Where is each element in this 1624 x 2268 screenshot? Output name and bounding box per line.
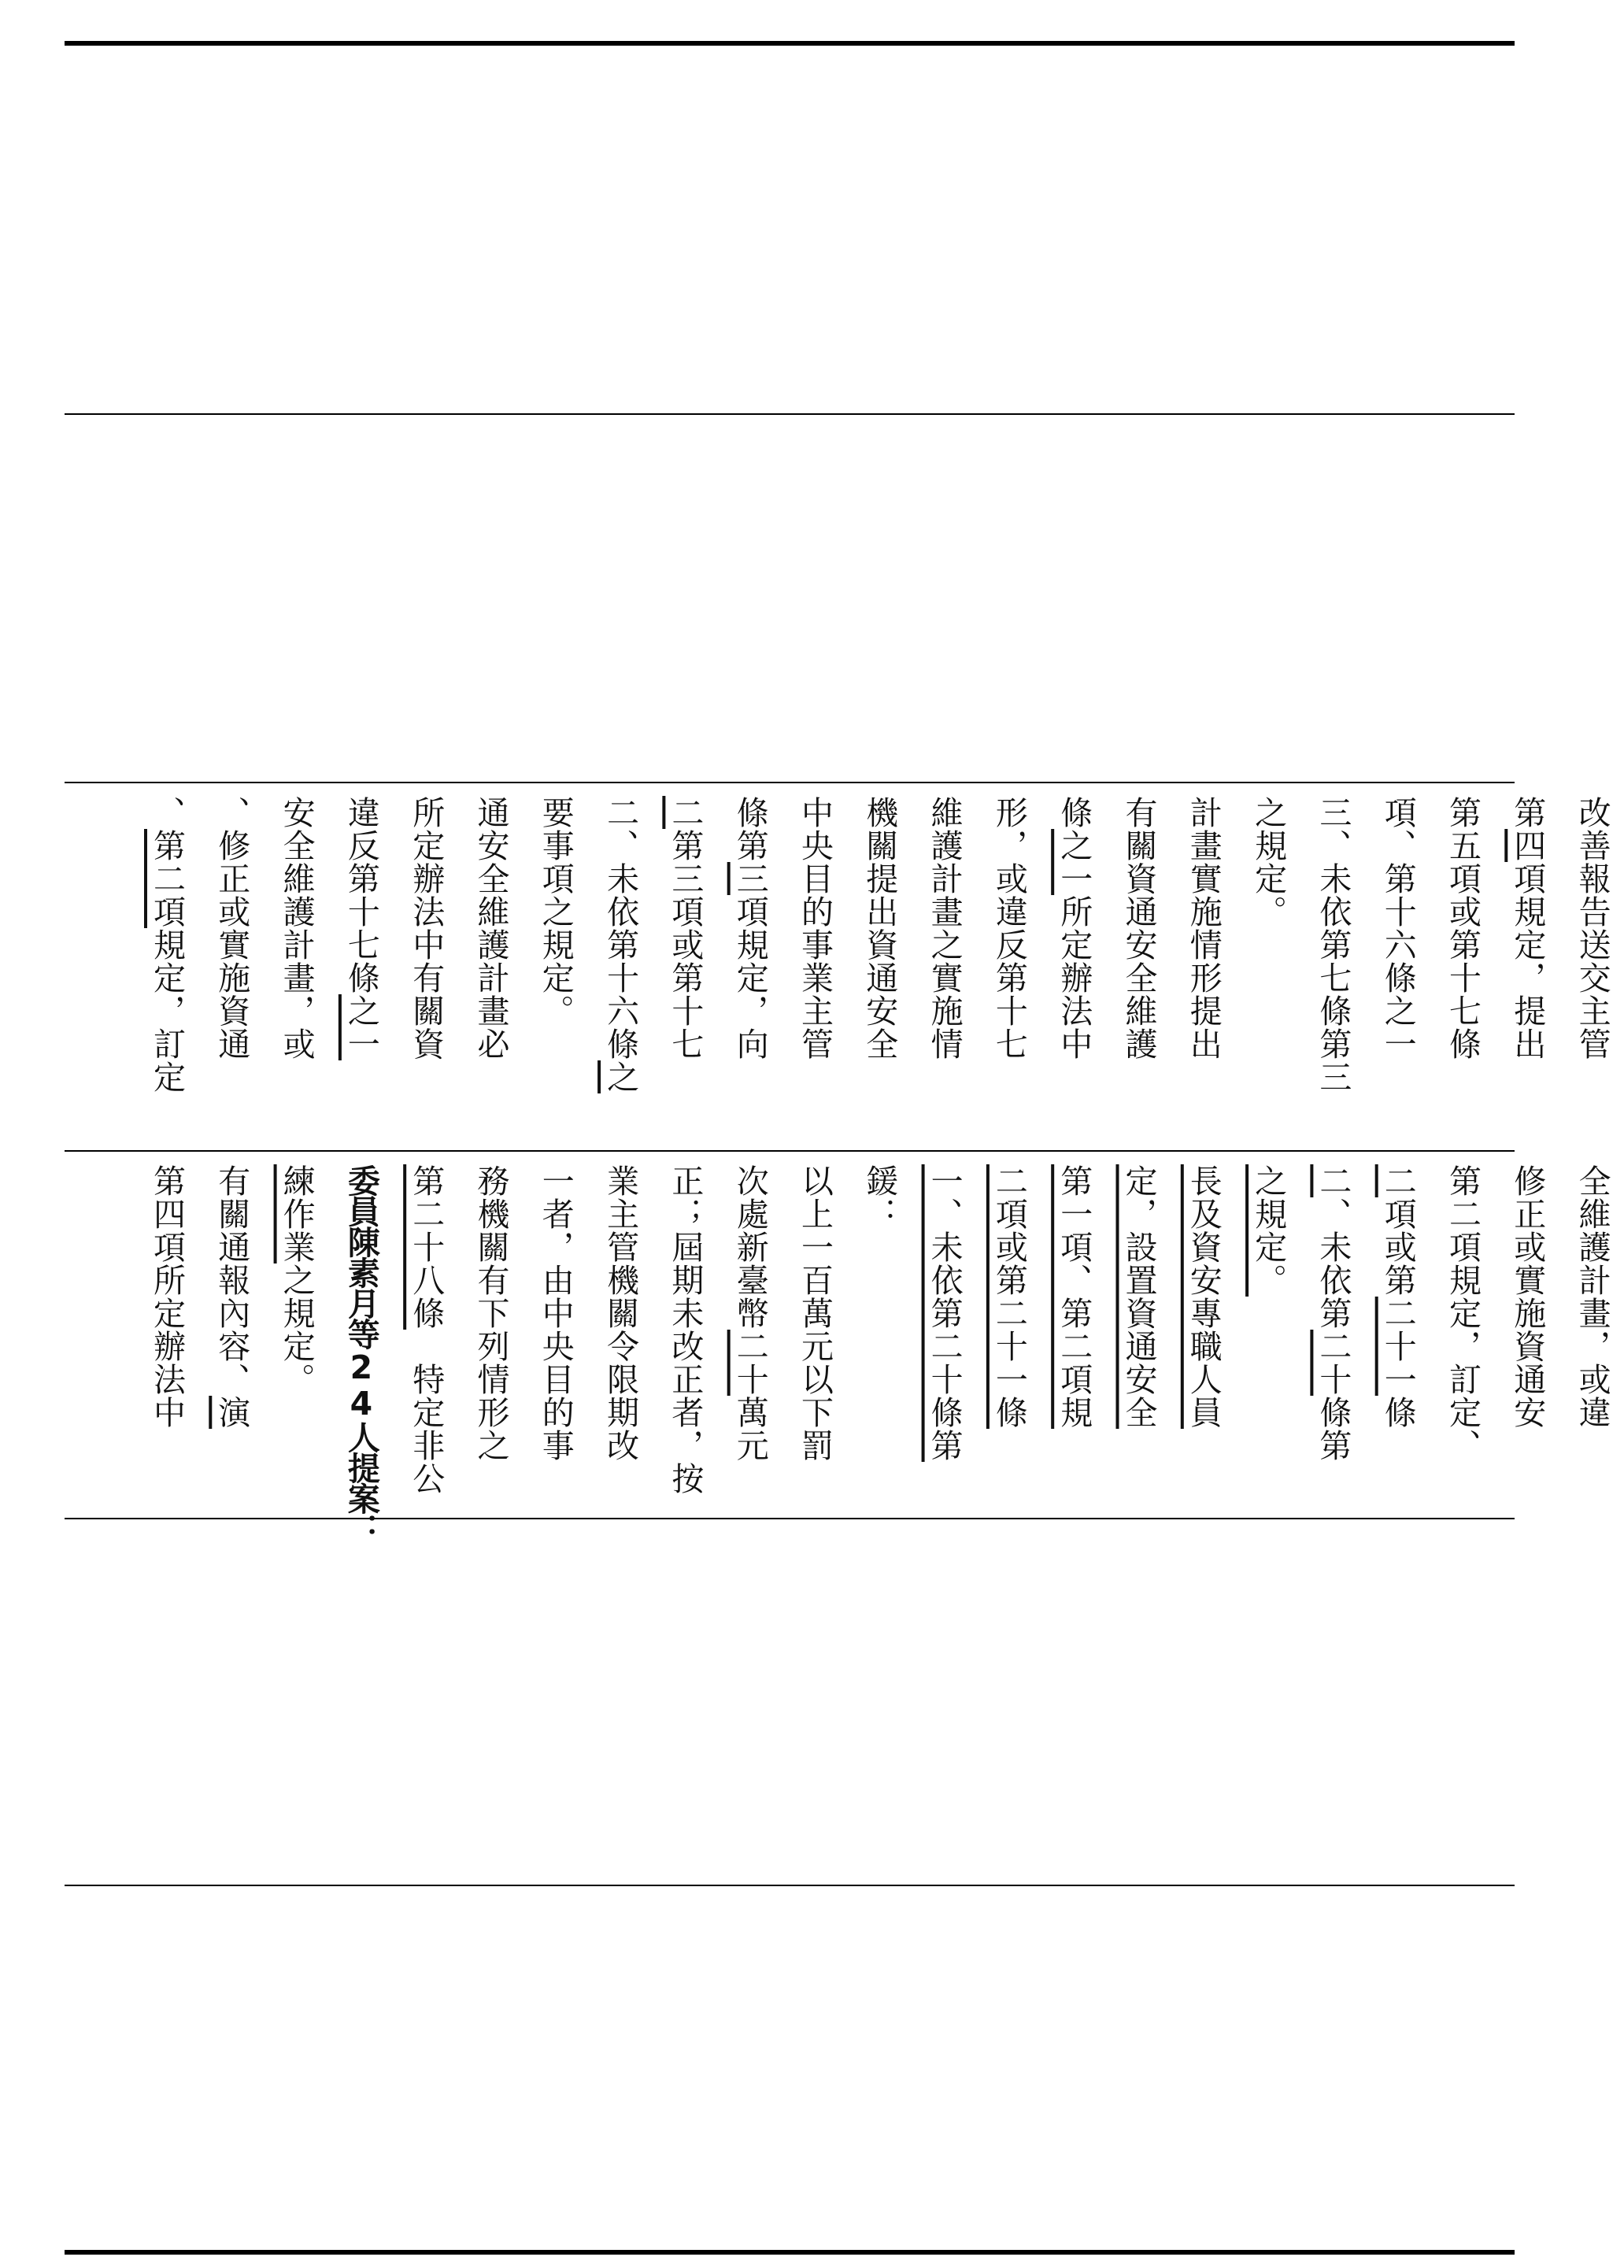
- text-segment: 三: [731, 862, 769, 895]
- amendment-text-column-left: [65, 1153, 1611, 1544]
- text-line: [719, 796, 782, 1060]
- text-line: [1172, 1164, 1235, 1429]
- text-segment: 條第: [1314, 1396, 1352, 1462]
- text-line: [265, 796, 328, 1060]
- text-line: [460, 796, 523, 1060]
- text-segment: 二: [1378, 1164, 1417, 1197]
- text-segment: 、未依第: [1314, 1197, 1352, 1330]
- top-border-rule: [65, 41, 1515, 46]
- section-divider-5: [65, 1885, 1515, 1886]
- text-line: [1431, 796, 1494, 1060]
- text-line: [1561, 1164, 1624, 1429]
- text-segment: 、: [148, 796, 186, 829]
- text-segment: 業主管機關令限期改: [601, 1164, 640, 1462]
- section-divider-2: [65, 782, 1515, 783]
- text-segment: 之規定。: [277, 1263, 316, 1396]
- bottom-border-rule: [65, 2250, 1515, 2255]
- text-segment: 安全維護計畫，或: [277, 796, 316, 1060]
- text-line: [1301, 796, 1364, 1093]
- text-line: [1237, 796, 1300, 928]
- text-segment: 違反第十七條: [342, 796, 380, 994]
- text-line: [978, 796, 1041, 1060]
- text-segment: 規定，訂定: [148, 928, 186, 1093]
- text-segment: 通安全維護計畫必: [472, 796, 510, 1060]
- text-segment: 項規定，向: [731, 895, 769, 1060]
- text-line: [1237, 1164, 1300, 1297]
- text-line: [913, 796, 976, 1060]
- text-segment: 演: [213, 1396, 251, 1429]
- text-line: [1496, 796, 1559, 1060]
- text-segment: 之一: [1055, 829, 1093, 895]
- text-segment: 所定辦法中: [1055, 895, 1093, 1060]
- text-line: [1561, 796, 1624, 1060]
- text-line: [330, 796, 393, 1060]
- text-segment: 委員陳素月等24人提案：: [342, 1164, 380, 1544]
- text-line: [200, 1164, 263, 1429]
- text-line: [848, 796, 911, 1060]
- text-line: [1301, 1164, 1364, 1462]
- text-segment: 、修正或實施資通: [213, 796, 251, 1060]
- text-segment: 練作業: [277, 1164, 316, 1263]
- text-line: [135, 796, 198, 1093]
- text-line: [848, 1164, 911, 1230]
- text-segment: 項或第: [1378, 1197, 1417, 1297]
- section-divider-4: [65, 1518, 1515, 1519]
- text-line: [653, 796, 716, 1060]
- text-line: [783, 1164, 846, 1462]
- text-segment: 鍰：: [860, 1164, 899, 1230]
- text-segment: 項、第十六條之一: [1378, 796, 1417, 1060]
- text-line: [1042, 796, 1105, 1060]
- text-line: [1108, 796, 1171, 1060]
- text-line: [524, 796, 587, 1027]
- text-line: [653, 1164, 716, 1495]
- text-line: [394, 796, 457, 1060]
- text-segment: 計畫實施情形提出: [1184, 796, 1223, 1060]
- amendment-text-column-right: [65, 785, 1611, 1149]
- text-segment: 二十: [731, 1330, 769, 1396]
- text-segment: 第一項、第二項規: [1055, 1164, 1093, 1429]
- text-line: [719, 1164, 782, 1462]
- text-segment: 中央目的事業主管: [796, 796, 834, 1060]
- text-segment: 三、未依第七條第三: [1314, 796, 1352, 1093]
- text-segment: 特定非公: [407, 1330, 446, 1495]
- text-segment: 有關通報內容、: [213, 1164, 251, 1396]
- text-segment: 之規定。: [1249, 1164, 1288, 1297]
- text-segment: 第三項或第十七: [666, 829, 705, 1060]
- text-segment: 項規定，提出: [1508, 862, 1547, 1060]
- text-line: [524, 1164, 587, 1462]
- text-segment: 條: [1378, 1396, 1417, 1429]
- text-line: [589, 796, 652, 1093]
- text-segment: 所定辦法中有關資: [407, 796, 446, 1060]
- text-segment: 條第: [731, 796, 769, 862]
- text-line: [330, 1164, 393, 1544]
- text-segment: 次處新臺幣: [731, 1164, 769, 1330]
- text-segment: 改善報告送交主管: [1573, 796, 1611, 1060]
- text-segment: 長及資安專職人員: [1184, 1164, 1223, 1429]
- text-segment: 維護計畫之實施情: [925, 796, 964, 1060]
- text-segment: 有關資通安全維護: [1119, 796, 1158, 1060]
- text-segment: 以上一百萬元以下罰: [796, 1164, 834, 1462]
- text-segment: 之: [601, 1060, 640, 1093]
- text-segment: 二十一: [1378, 1297, 1417, 1396]
- text-segment: 務機關有下列情形之: [472, 1164, 510, 1462]
- text-segment: 之規定。: [1249, 796, 1288, 928]
- text-segment: 二、未依第十六條: [601, 796, 640, 1060]
- text-line: [1431, 1164, 1494, 1462]
- text-segment: 一者，由中央目的事: [536, 1164, 575, 1462]
- section-divider-3: [65, 1150, 1515, 1152]
- text-segment: 形，或違反第十七: [990, 796, 1028, 1060]
- text-line: [1172, 796, 1235, 1060]
- text-segment: 修正或實施資通安: [1508, 1164, 1547, 1429]
- text-line: [783, 796, 846, 1060]
- text-segment: 條: [1055, 796, 1093, 829]
- text-line: [978, 1164, 1041, 1429]
- text-segment: 第: [1508, 796, 1547, 829]
- text-segment: 第二項規定，訂定、: [1444, 1164, 1482, 1462]
- text-line: [460, 1164, 523, 1462]
- text-segment: 二: [666, 796, 705, 829]
- text-segment: 二十: [1314, 1330, 1352, 1396]
- text-line: [1042, 1164, 1105, 1429]
- text-line: [265, 1164, 328, 1396]
- text-segment: 第五項或第十七條: [1444, 796, 1482, 1060]
- text-segment: 正；屆期未改正者，按: [666, 1164, 705, 1495]
- text-segment: 第四項所定辦法中: [148, 1164, 186, 1429]
- text-segment: 四: [1508, 829, 1547, 862]
- text-line: [394, 1164, 457, 1495]
- text-segment: 一、未依第二十條第: [925, 1164, 964, 1462]
- text-line: [1367, 1164, 1430, 1429]
- text-segment: 機關提出資通安全: [860, 796, 899, 1060]
- text-line: [1367, 796, 1430, 1060]
- text-segment: 第二十八條: [407, 1164, 446, 1330]
- text-segment: 全維護計畫，或違: [1573, 1164, 1611, 1429]
- text-line: [913, 1164, 976, 1462]
- text-line: [135, 1164, 198, 1429]
- text-line: [1108, 1164, 1171, 1429]
- text-segment: 之一: [342, 994, 380, 1060]
- text-segment: 定，設置資通安全: [1119, 1164, 1158, 1429]
- text-segment: 萬元: [731, 1396, 769, 1462]
- text-line: [589, 1164, 652, 1462]
- text-line: [1496, 1164, 1559, 1429]
- text-line: [200, 796, 263, 1060]
- text-segment: 二項或第二十一條: [990, 1164, 1028, 1429]
- text-segment: 第二項: [148, 829, 186, 928]
- section-divider-1: [65, 413, 1515, 415]
- text-segment: 要事項之規定。: [536, 796, 575, 1027]
- text-segment: 二: [1314, 1164, 1352, 1197]
